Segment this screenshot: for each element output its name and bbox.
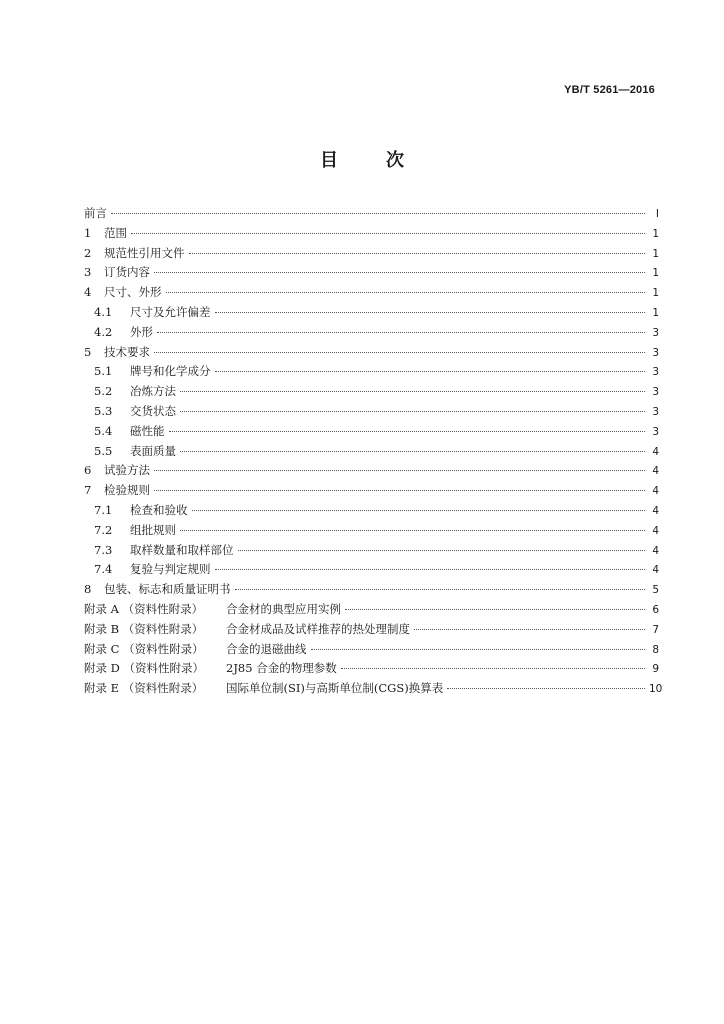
toc-entry-number: 7.4 [94, 562, 113, 577]
toc-entry-label: 检验规则 [104, 483, 150, 498]
toc-entry[interactable] [84, 482, 659, 502]
toc-entry-label: 技术要求 [104, 344, 150, 359]
toc-entry-number: 4.2 [94, 324, 113, 339]
toc-entry[interactable] [84, 641, 659, 661]
toc-leader-dots [345, 609, 645, 610]
toc-entry[interactable] [84, 443, 659, 463]
toc-entry-label: 范围 [104, 225, 127, 240]
toc-entry-page: 10 [649, 683, 663, 696]
toc-entry[interactable] [84, 522, 659, 542]
toc-leader-dots [154, 272, 645, 273]
toc-entry[interactable] [84, 621, 659, 641]
toc-entry-page: 5 [652, 584, 659, 597]
toc-entry-number: 3 [84, 265, 92, 280]
toc-entry[interactable] [84, 324, 659, 344]
toc-leader-dots [215, 569, 646, 570]
title-char-2: 次 [386, 150, 404, 171]
toc-leader-dots [311, 649, 646, 650]
toc-leader-dots [180, 391, 645, 392]
toc-entry-number: 7.1 [94, 502, 113, 517]
toc-entry-number: 5.3 [94, 403, 113, 418]
toc-leader-dots [154, 352, 645, 353]
toc-entry-label: 国际单位制(SI)与高斯单位制(CGS)换算表 [226, 681, 444, 696]
toc-entry-label: 取样数量和取样部位 [130, 542, 234, 557]
toc-entry-page: 3 [652, 326, 659, 339]
toc-entry-page: 1 [652, 306, 659, 319]
toc-entry-label: 尺寸、外形 [104, 285, 162, 300]
toc-leader-dots [215, 371, 646, 372]
toc-entry-page: 9 [652, 663, 659, 676]
toc-leader-dots [447, 688, 645, 689]
toc-entry-page: 4 [652, 485, 659, 498]
table-of-contents [84, 205, 663, 700]
toc-leader-dots [414, 629, 645, 630]
toc-entry-page: 4 [652, 544, 659, 557]
toc-entry[interactable] [84, 284, 659, 304]
toc-entry-label: 尺寸及允许偏差 [130, 304, 211, 319]
toc-leader-dots [238, 550, 646, 551]
toc-entry-number: 5.2 [94, 384, 113, 399]
toc-entry-label: 牌号和化学成分 [130, 364, 211, 379]
toc-leader-dots [180, 411, 645, 412]
toc-entry-number: 2 [84, 245, 92, 260]
toc-entry-page: 4 [652, 504, 659, 517]
toc-entry-page: 1 [652, 287, 659, 300]
toc-entry[interactable] [84, 561, 659, 581]
toc-leader-dots [235, 589, 646, 590]
toc-entry[interactable] [84, 403, 659, 423]
toc-entry[interactable] [84, 363, 659, 383]
toc-entry-number: 7.2 [94, 522, 113, 537]
toc-entry[interactable] [84, 660, 659, 680]
toc-entry-label: 规范性引用文件 [104, 245, 185, 260]
toc-entry-label: 合金材成品及试样推荐的热处理制度 [226, 621, 410, 636]
toc-entry-page: 4 [652, 564, 659, 577]
toc-entry[interactable] [84, 304, 659, 324]
toc-entry-number: 附录 C （资料性附录） [84, 641, 204, 656]
toc-entry-page: 4 [652, 524, 659, 537]
toc-leader-dots [215, 312, 646, 313]
toc-leader-dots [131, 233, 645, 234]
toc-entry-label: 订货内容 [104, 265, 150, 280]
toc-entry[interactable] [84, 542, 659, 562]
toc-entry-page: 7 [652, 623, 659, 636]
toc-entry-label: 外形 [130, 324, 153, 339]
toc-entry-number: 5.5 [94, 443, 113, 458]
toc-entry-label: 2J85 合金的物理参数 [226, 661, 337, 676]
toc-entry[interactable] [84, 502, 659, 522]
toc-entry-label: 组批规则 [130, 522, 176, 537]
toc-entry-page: 6 [652, 603, 659, 616]
toc-entry-number: 5.1 [94, 364, 113, 379]
toc-leader-dots [157, 332, 645, 333]
toc-entry-label: 磁性能 [130, 423, 165, 438]
toc-entry-page: 4 [652, 465, 659, 478]
toc-entry-label: 试验方法 [104, 463, 150, 478]
toc-entry-page: 1 [652, 227, 659, 240]
toc-entry[interactable] [84, 601, 659, 621]
toc-entry[interactable] [84, 205, 659, 225]
toc-entry-number: 4.1 [94, 304, 113, 319]
toc-entry[interactable] [84, 462, 659, 482]
toc-entry-label: 检查和验收 [130, 502, 188, 517]
toc-entry-label: 合金的退磁曲线 [226, 641, 307, 656]
toc-entry-number: 5 [84, 344, 92, 359]
toc-entry-number: 附录 E （资料性附录） [84, 681, 204, 696]
toc-entry-label: 交货状态 [130, 403, 176, 418]
toc-entry[interactable] [84, 423, 659, 443]
toc-entry[interactable] [84, 344, 659, 364]
toc-leader-dots [154, 470, 645, 471]
toc-entry-page: 3 [652, 425, 659, 438]
toc-leader-dots [180, 451, 645, 452]
toc-entry-number: 附录 D （资料性附录） [84, 661, 205, 676]
toc-entry-number: 7.3 [94, 542, 113, 557]
toc-entry[interactable] [84, 264, 659, 284]
toc-entry-number: 7 [84, 483, 92, 498]
page-title [0, 146, 724, 172]
toc-leader-dots [169, 431, 646, 432]
toc-entry-page: 3 [652, 346, 659, 359]
toc-leader-dots [180, 530, 645, 531]
toc-leader-dots [341, 668, 645, 669]
toc-entry-page: 1 [652, 247, 659, 260]
toc-leader-dots [154, 490, 645, 491]
toc-entry-number: 5.4 [94, 423, 113, 438]
standard-code: YB/T 5261—2016 [564, 84, 655, 96]
toc-entry-number: 1 [84, 225, 92, 240]
toc-entry-page: 8 [652, 643, 659, 656]
toc-entry-label: 前言 [84, 206, 107, 220]
toc-entry-number: 8 [84, 582, 92, 597]
toc-leader-dots [111, 213, 645, 214]
toc-entry[interactable] [84, 383, 659, 403]
toc-entry-number: 附录 B （资料性附录） [84, 621, 204, 636]
toc-entry-label: 包装、标志和质量证明书 [104, 582, 231, 597]
toc-entry[interactable] [84, 680, 663, 700]
title-char-1: 目 [320, 150, 338, 171]
toc-leader-dots [192, 510, 646, 511]
toc-entry-number: 附录 A （资料性附录） [84, 601, 204, 616]
toc-entry-label: 表面质量 [130, 443, 176, 458]
toc-entry-label: 合金材的典型应用实例 [226, 601, 341, 616]
toc-entry-page: 3 [652, 366, 659, 379]
toc-entry-page: I [655, 208, 659, 220]
toc-entry-number: 4 [84, 285, 92, 300]
toc-leader-dots [189, 253, 646, 254]
toc-entry-page: 3 [652, 405, 659, 418]
toc-entry[interactable] [84, 581, 659, 601]
toc-entry-page: 4 [652, 445, 659, 458]
toc-entry-page: 1 [652, 267, 659, 280]
toc-entry-number: 6 [84, 463, 92, 478]
toc-entry[interactable] [84, 245, 659, 265]
toc-entry[interactable] [84, 225, 659, 245]
toc-entry-page: 3 [652, 386, 659, 399]
toc-entry-label: 复验与判定规则 [130, 562, 211, 577]
toc-leader-dots [166, 292, 646, 293]
toc-entry-label: 冶炼方法 [130, 384, 176, 399]
